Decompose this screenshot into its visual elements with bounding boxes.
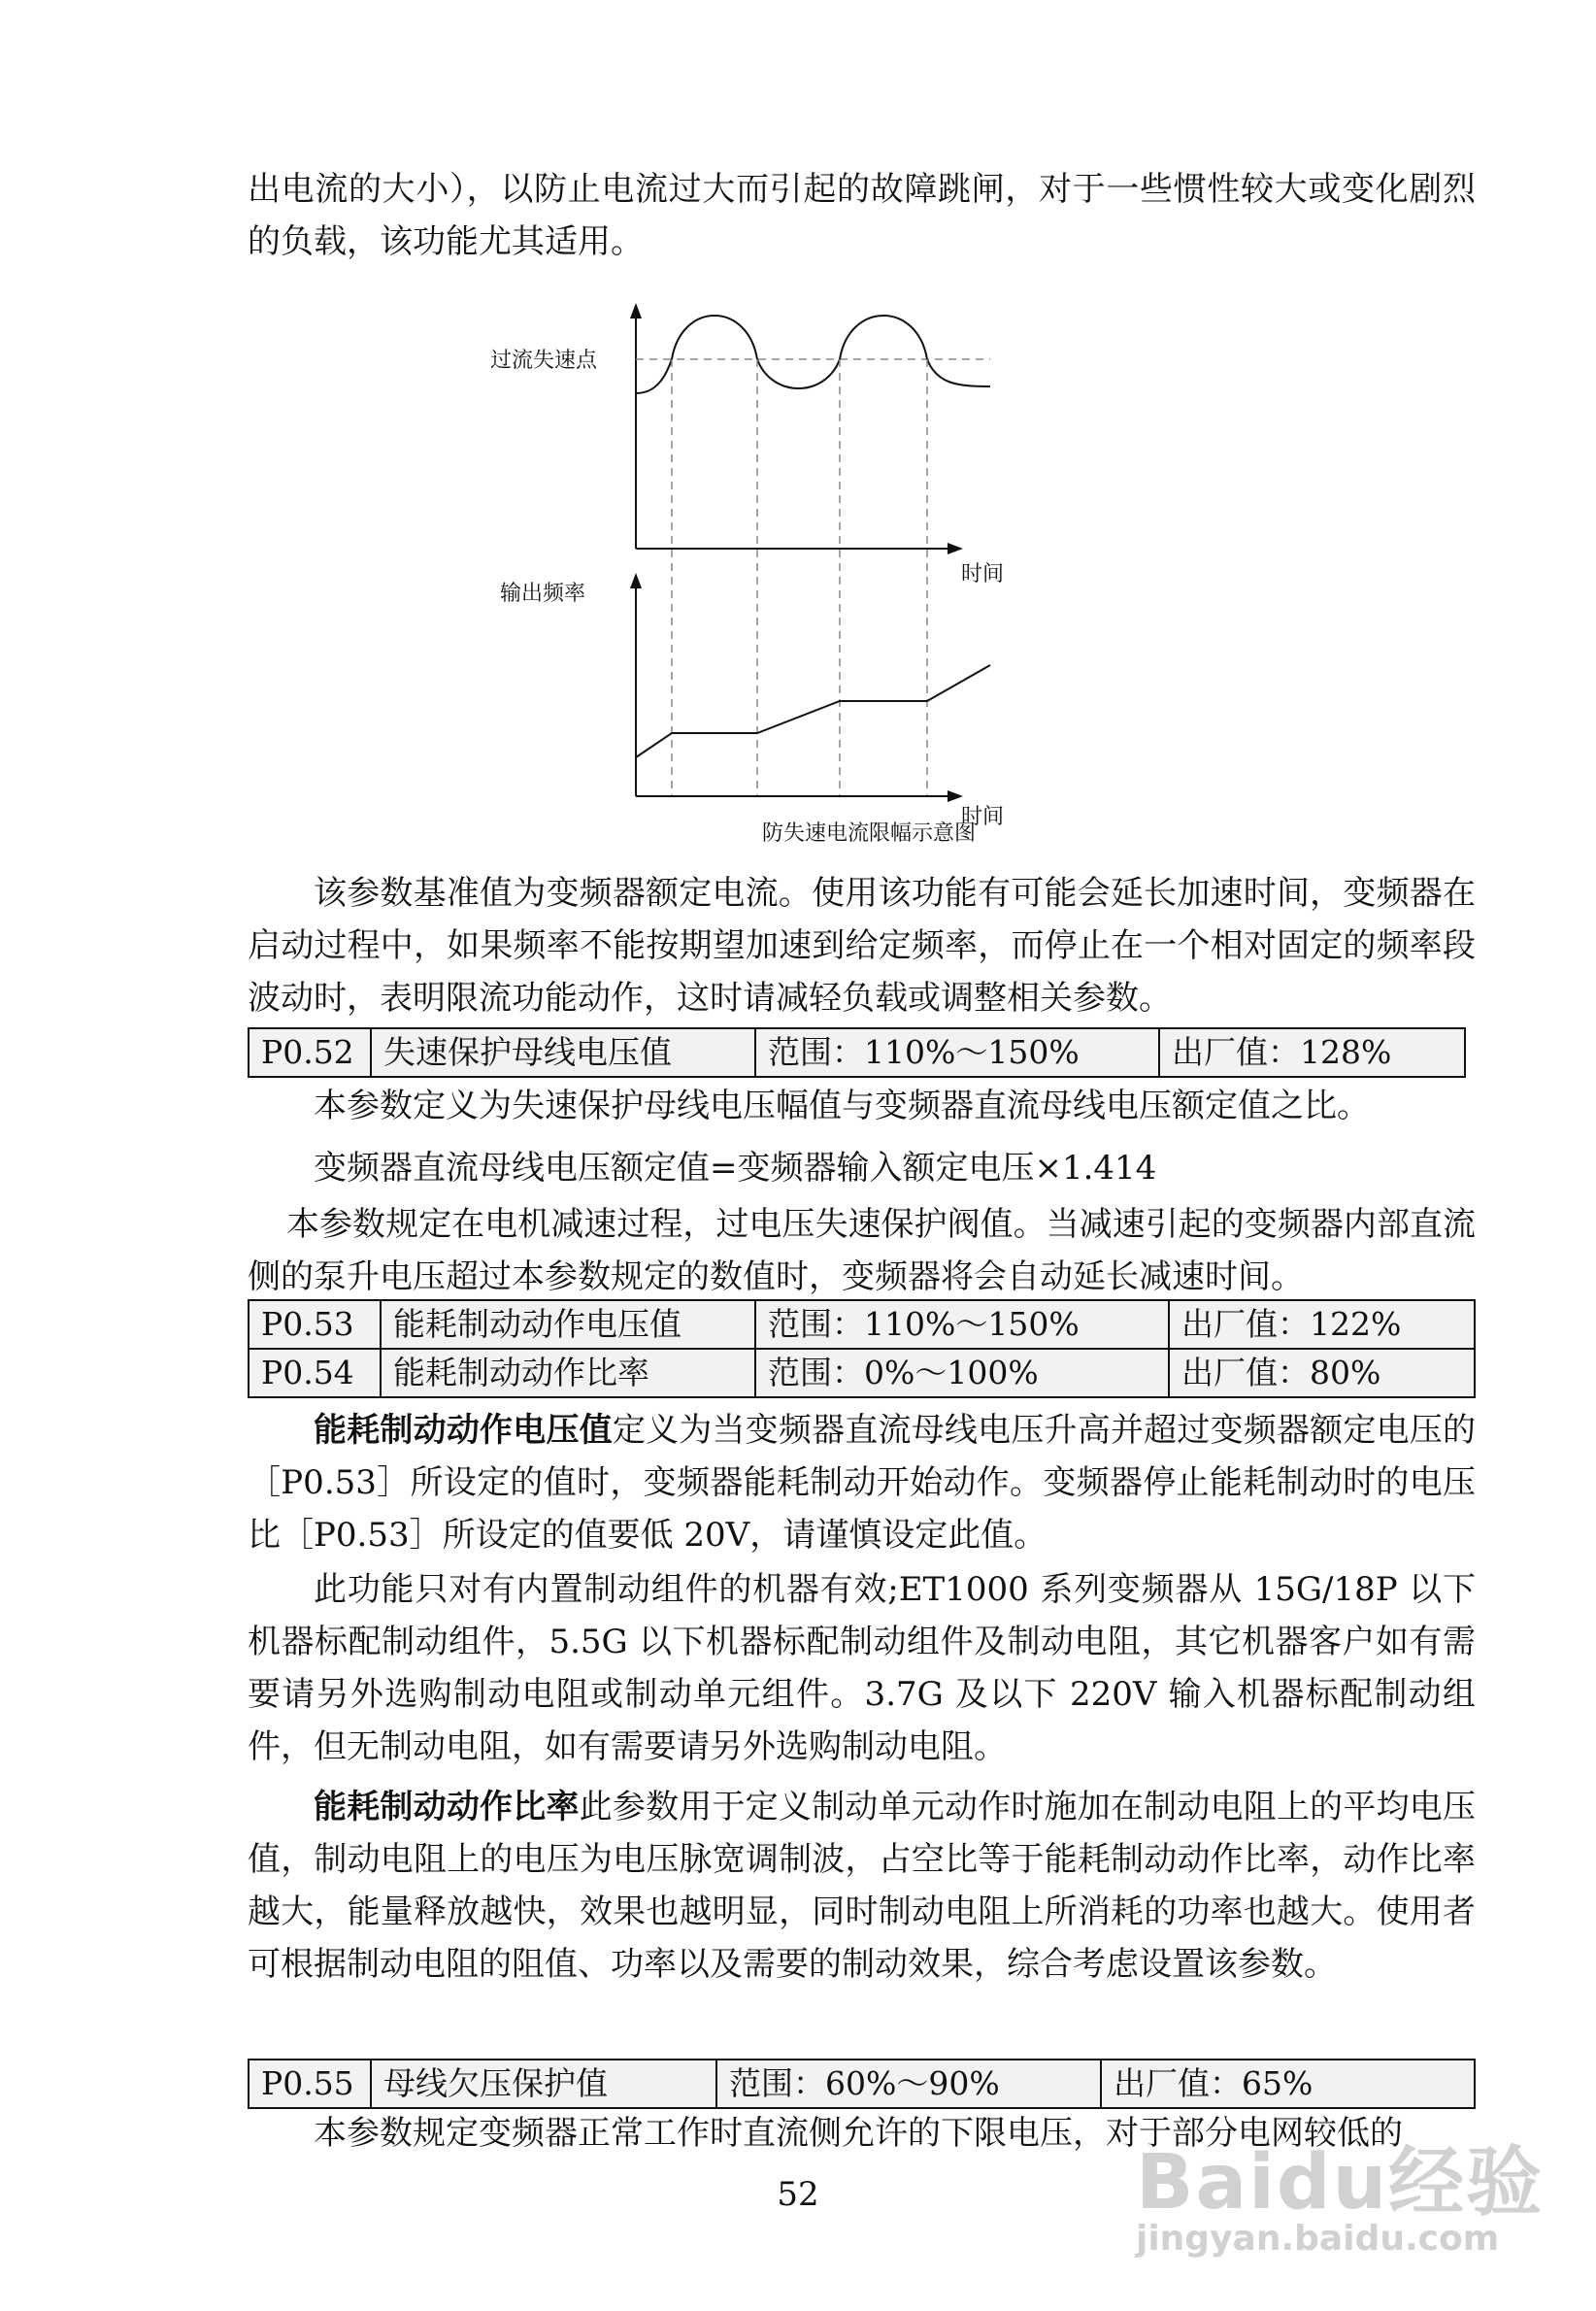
table-row	[249, 1300, 1475, 1349]
paragraph-braking-ratio	[248, 1781, 1476, 1991]
frequency-curve	[636, 665, 990, 757]
param-code: P0.55	[249, 2060, 371, 2108]
paragraph-stall-current-intro: 出电流的大小），以防止电流过大而引起的故障跳闸，对于一些惯性较大或变化剧烈的负载，该功能尤其适用。	[248, 170, 1476, 261]
table-row	[249, 1349, 1475, 1397]
param-code: P0.53	[249, 1300, 381, 1349]
braking-ratio-text: 此参数用于定义制动单元动作时施加在制动电阻上的平均电压值，制动电阻上的电压为电压脉宽调制波，占空比等于能耗制动动作比率，动作比率越大，能量释放越快，效果也越明显，同时制动电阻上所消耗的功率也越大。使用者可根据制动电阻的阻值、功率以及需要的制动效果，综合考虑设置该参数。	[248, 1788, 1477, 1984]
table-row	[249, 2060, 1475, 2108]
bottom-y-axis-arrow	[630, 573, 642, 588]
param-name: 母线欠压保护值	[371, 2060, 716, 2108]
paragraph-overvoltage-stall: 本参数规定在电机减速过程，过电压失速保护阀值。当减速引起的变频器内部直流侧的泵升电压超过本参数规定的数值时，变频器将会自动延长减速时间。	[248, 1205, 1476, 1296]
time-label-bottom: 时间	[961, 805, 1005, 829]
param-range: 范围：60%～90%	[716, 2060, 1101, 2108]
param-default: 出厂值：128%	[1159, 1028, 1465, 1077]
freq-label: 输出频率	[500, 582, 586, 606]
paragraph-braking-components: 此功能只对有内置制动组件的机器有效;ET1000 系列变频器从 15G/18P 以下机器标配制动组件，5.5G 以下机器标配制动组件及制动电阻，其它机器客户如有需要请另外选购制动电阻或制动单元组件。3.7G 及以下 220V 输入机器标配制动组件，但无制动电阻，如有需要请另外选购制动电阻。	[248, 1570, 1476, 1766]
param-name: 失速保护母线电压值	[371, 1028, 755, 1077]
paragraph-braking-voltage	[248, 1404, 1476, 1561]
braking-voltage-term: 能耗制动动作电压值	[314, 1411, 613, 1450]
stall-current-limit-diagram	[466, 291, 1243, 854]
paragraph-stall-voltage-definition: 本参数定义为失速保护母线电压幅值与变频器直流母线电压额定值之比。	[314, 1087, 1370, 1125]
braking-voltage-text: 定义为当变频器直流母线电压升高并超过变频器额定电压的［P0.53］所设定的值时，变频器能耗制动开始动作。变频器停止能耗制动时的电压比［P0.53］所设定的值要低 20V，请谨慎设定此值。	[248, 1411, 1477, 1555]
current-curve	[636, 316, 990, 393]
param-table-p052	[248, 1027, 1466, 1078]
param-range: 范围：110%～150%	[755, 1028, 1159, 1077]
top-x-axis-arrow	[948, 543, 963, 554]
paragraph-undervoltage: 本参数规定变频器正常工作时直流侧允许的下限电压，对于部分电网较低的	[314, 2114, 1403, 2153]
page-number: 52	[777, 2175, 819, 2214]
braking-ratio-term: 能耗制动动作比率	[314, 1788, 580, 1826]
watermark-url: jingyan.baidu.com	[1136, 2219, 1500, 2259]
figure-caption: 防失速电流限幅示意图	[762, 821, 977, 846]
param-default: 出厂值：65%	[1101, 2060, 1475, 2108]
param-name: 能耗制动动作电压值	[381, 1300, 755, 1349]
param-range: 范围：0%～100%	[755, 1349, 1169, 1397]
param-default: 出厂值：122%	[1169, 1300, 1475, 1349]
table-row	[249, 1028, 1465, 1077]
paragraph-current-limit-description: 该参数基准值为变频器额定电流。使用该功能有可能会延长加速时间，变频器在启动过程中，如果频率不能按期望加速到给定频率，而停止在一个相对固定的频率段波动时，表明限流功能动作，这时请减轻负载或调整相关参数。	[248, 874, 1476, 1018]
param-range: 范围：110%～150%	[755, 1300, 1169, 1349]
param-table-p053-p054	[248, 1299, 1476, 1398]
bottom-x-axis-arrow	[948, 790, 963, 802]
threshold-label: 过流失速点	[490, 349, 598, 373]
watermark-brand: Baidu经验	[1136, 2139, 1545, 2227]
param-code: P0.54	[249, 1349, 381, 1397]
param-table-p055	[248, 2059, 1476, 2109]
param-code: P0.52	[249, 1028, 371, 1077]
top-y-axis-arrow	[630, 303, 642, 318]
param-name: 能耗制动动作比率	[381, 1349, 755, 1397]
baidu-watermark	[1136, 2122, 1563, 2267]
paragraph-dc-bus-formula: 变频器直流母线电压额定值=变频器输入额定电压×1.414	[314, 1149, 1157, 1188]
time-label-top: 时间	[961, 562, 1005, 586]
param-default: 出厂值：80%	[1169, 1349, 1475, 1397]
